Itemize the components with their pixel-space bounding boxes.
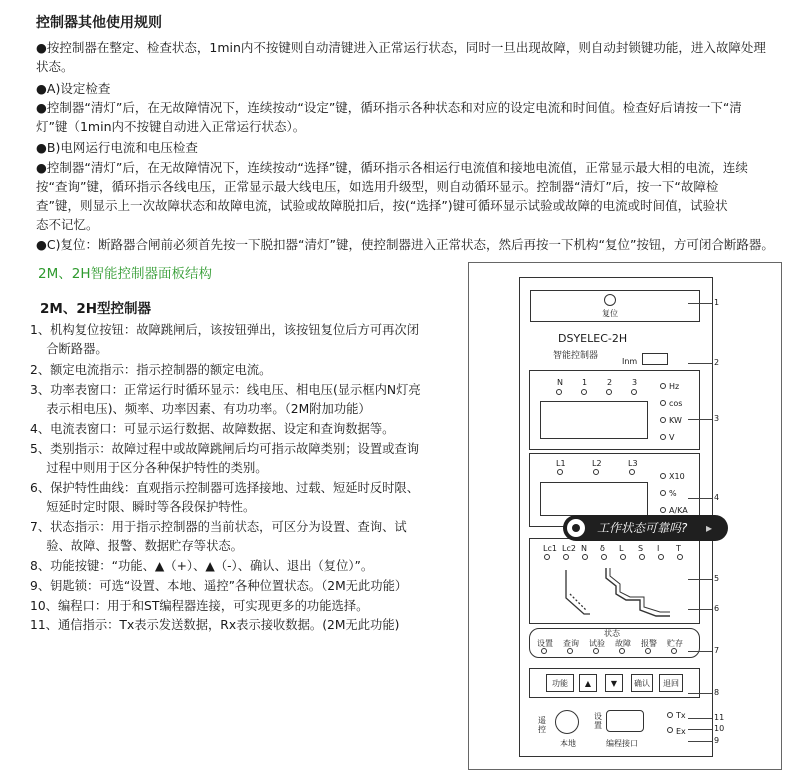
- item-line: 2、额定电流指示：指示控制器的额定电流。: [30, 363, 272, 377]
- item-line: 10、编程口：用于和ST编程器连接，可实现更多的功能选择。: [30, 599, 369, 613]
- reset-button[interactable]: [604, 294, 616, 306]
- volt-led: [606, 389, 612, 395]
- callout-leader: [688, 609, 712, 610]
- item-line: 合断路器。: [30, 342, 108, 356]
- status-label: 查询: [563, 639, 579, 648]
- volt-unit-led: [660, 400, 666, 406]
- status-led: [671, 648, 677, 654]
- volt-led: [581, 389, 587, 395]
- rule-line: 态不记忆。: [36, 217, 99, 232]
- volt-unit-led: [660, 434, 666, 440]
- item-line: 11、通信指示：Tx表示发送数据，Rx表示接收数据。(2M无此功能): [30, 618, 400, 632]
- current-unit-led: [660, 473, 666, 479]
- callout-number: 10: [714, 724, 725, 733]
- callout-leader: [688, 693, 712, 694]
- programming-port[interactable]: [606, 710, 644, 732]
- callout-number: 7: [714, 646, 720, 655]
- callout-leader: [688, 579, 712, 580]
- tx-label: Tx: [676, 711, 686, 720]
- item-line: 验、故障、报警、数据贮存等状态。: [30, 539, 243, 553]
- item-line: 8、功能按键：“功能、▲（+）、▲（-）、确认、退出（复位）”。: [30, 559, 374, 573]
- model-label: DSYELEC-2H: [558, 332, 628, 345]
- callout-leader: [688, 729, 712, 730]
- current-unit: X10: [669, 472, 685, 481]
- tooltip-text: 工作状态可靠吗?: [597, 521, 688, 535]
- rule-line: ●A)设定检查: [36, 81, 111, 96]
- category-led: [639, 554, 645, 560]
- tooltip-icon: [567, 519, 585, 537]
- category-label: I: [657, 544, 660, 553]
- callout-number: 9: [714, 736, 720, 745]
- category-led: [563, 554, 569, 560]
- current-led: [593, 469, 599, 475]
- sub-title: 2M、2H型控制器: [40, 301, 152, 317]
- current-unit: A/KA: [669, 506, 688, 515]
- item-line: 短延时定时限、瞬时等各段保护特性。: [30, 500, 256, 514]
- rule-line: ●B)电网运行电流和电压检查: [36, 140, 198, 155]
- callout-leader: [688, 303, 712, 304]
- section-title: 2M、2H智能控制器面板结构: [38, 266, 212, 282]
- callout-leader: [688, 741, 712, 742]
- item-line: 表示相电压)、频率、功率因素、有功功率。（2M附加功能）: [30, 402, 371, 416]
- power-meter-window: [540, 401, 648, 439]
- category-led: [582, 554, 588, 560]
- current-unit-led: [660, 490, 666, 496]
- category-label: Lc1: [543, 544, 557, 553]
- status-led: [567, 648, 573, 654]
- volt-label: N: [557, 378, 563, 387]
- item-line: 过程中则用于区分各种保护特性的类别。: [30, 461, 268, 475]
- volt-label: 2: [607, 378, 613, 387]
- current-meter-window: [540, 482, 648, 516]
- volt-label: 1: [582, 378, 588, 387]
- category-label: N: [581, 544, 587, 553]
- callout-number: 6: [714, 604, 720, 613]
- key-lock[interactable]: [555, 710, 579, 734]
- callout-number: 2: [714, 358, 720, 367]
- lock-label: 本地: [560, 739, 576, 748]
- status-led: [593, 648, 599, 654]
- callout-number: 5: [714, 574, 720, 583]
- item-line: 9、钥匙锁：可选“设置、本地、遥控”各种位置状态。（2M无此功能）: [30, 579, 408, 593]
- item-line: 1、机构复位按钮：故障跳闸后，该按钮弹出，该按钮复位后方可再次闭: [30, 323, 420, 337]
- item-line: 5、类别指示：故障过程中或故障跳闸后均可指示故障类别；设置或查询: [30, 442, 420, 456]
- current-unit-led: [660, 507, 666, 513]
- status-label: 贮存: [667, 639, 683, 648]
- rx-label: Ex: [676, 727, 686, 736]
- volt-unit: cos: [669, 399, 683, 408]
- lock-side-2: 控: [538, 725, 546, 734]
- inm-indicator: [642, 353, 668, 365]
- function-key[interactable]: ▼: [605, 674, 623, 692]
- current-led: [629, 469, 635, 475]
- set-side-1: 设: [594, 712, 602, 721]
- controller-name: 智能控制器: [553, 351, 599, 361]
- rule-line: 灯”键（1min内不按键自动进入正常运行状态）。: [36, 119, 306, 134]
- item-line: 4、电流表窗口：可显示运行数据、故障数据、设定和查询数据等。: [30, 422, 395, 436]
- callout-number: 1: [714, 298, 720, 307]
- callout-leader: [688, 651, 712, 652]
- current-led: [557, 469, 563, 475]
- function-key[interactable]: 确认: [631, 674, 653, 692]
- status-label: 故障: [615, 639, 631, 648]
- category-led: [601, 554, 607, 560]
- rx-led: [667, 727, 673, 733]
- status-title: 状态: [604, 629, 620, 638]
- protection-curve: [560, 564, 680, 620]
- category-label: Lc2: [562, 544, 576, 553]
- callout-leader: [688, 363, 712, 364]
- inm-label: Inm: [622, 357, 638, 366]
- port-label: 编程接口: [606, 739, 638, 748]
- volt-led: [631, 389, 637, 395]
- volt-unit-led: [660, 383, 666, 389]
- item-line: 7、状态指示：用于指示控制器的当前状态，可区分为设置、查询、试: [30, 520, 407, 534]
- function-key[interactable]: ▲: [579, 674, 597, 692]
- item-line: 6、保护特性曲线：直观指示控制器可选择接地、过载、短延时反时限、: [30, 481, 420, 495]
- callout-leader: [688, 498, 712, 499]
- category-label: δ: [600, 544, 605, 553]
- volt-label: 3: [632, 378, 638, 387]
- category-led: [677, 554, 683, 560]
- current-unit: %: [669, 489, 677, 498]
- volt-unit: KW: [669, 416, 682, 425]
- status-led: [619, 648, 625, 654]
- callout-number: 8: [714, 688, 720, 697]
- rule-line: ●控制器“清灯”后，在无故障情况下，连续按动“选择”键，循环指示各相运行电流值和接地电流值，正常显示最大相的电流，连续: [36, 160, 748, 175]
- status-label: 设置: [537, 639, 553, 648]
- category-label: T: [676, 544, 681, 553]
- rule-line: 查”键，则显示上一次故障状态和故障电流，试验或故障脱扣后，按(“选择”)键可循环显示试验或故障的电流或时间值，试验状: [36, 198, 728, 213]
- tooltip-arrow-icon: ▸: [706, 521, 713, 535]
- status-label: 报警: [641, 639, 657, 648]
- volt-unit-led: [660, 417, 666, 423]
- rule-line: 按“查询”键，循环指示各线电压，正常显示最大线电压，如选用升级型，则自动循环显示。控制器“清灯”后，按一下“故障检: [36, 179, 719, 194]
- current-label: L1: [556, 459, 566, 468]
- rule-line: ●C)复位：断路器合闸前必须首先按一下脱扣器“清灯”键，使控制器进入正常状态，然后再按一下机构“复位”按钮，方可闭合断路器。: [36, 237, 774, 252]
- rule-line: ●控制器“清灯”后，在无故障情况下，连续按动“设定”键，循环指示各种状态和对应的设定电流和时间值。检查好后请按一下“清: [36, 100, 742, 115]
- category-led: [658, 554, 664, 560]
- current-label: L2: [592, 459, 602, 468]
- callout-number: 4: [714, 493, 720, 502]
- set-side-2: 置: [594, 721, 602, 730]
- rule-line: ●按控制器在整定、检查状态，1min内不按键则自动清键进入正常运行状态，同时一旦出现故障，则自动封锁键功能，进入故障处理: [36, 40, 766, 55]
- volt-unit: V: [669, 433, 675, 442]
- category-label: S: [638, 544, 644, 553]
- category-led: [620, 554, 626, 560]
- status-led: [645, 648, 651, 654]
- function-key[interactable]: 退回: [659, 674, 683, 692]
- volt-led: [556, 389, 562, 395]
- current-label: L3: [628, 459, 638, 468]
- tooltip-bubble[interactable]: [563, 515, 728, 541]
- reset-label: 复位: [602, 309, 618, 318]
- item-line: 3、功率表窗口：正常运行时循环显示：线电压、相电压(显示框内N灯亮: [30, 383, 421, 397]
- callout-number: 3: [714, 414, 720, 423]
- callout-leader: [688, 419, 712, 420]
- function-key[interactable]: 功能: [546, 674, 574, 692]
- status-label: 试验: [589, 639, 605, 648]
- tx-led: [667, 712, 673, 718]
- callout-number: 11: [714, 713, 725, 722]
- volt-unit: Hz: [669, 382, 680, 391]
- category-led: [544, 554, 550, 560]
- lock-side-1: 遥: [538, 716, 546, 725]
- rules-title: 控制器其他使用规则: [36, 15, 162, 31]
- rule-line: 状态。: [36, 59, 74, 74]
- category-label: L: [619, 544, 624, 553]
- status-led: [541, 648, 547, 654]
- callout-leader: [688, 718, 712, 719]
